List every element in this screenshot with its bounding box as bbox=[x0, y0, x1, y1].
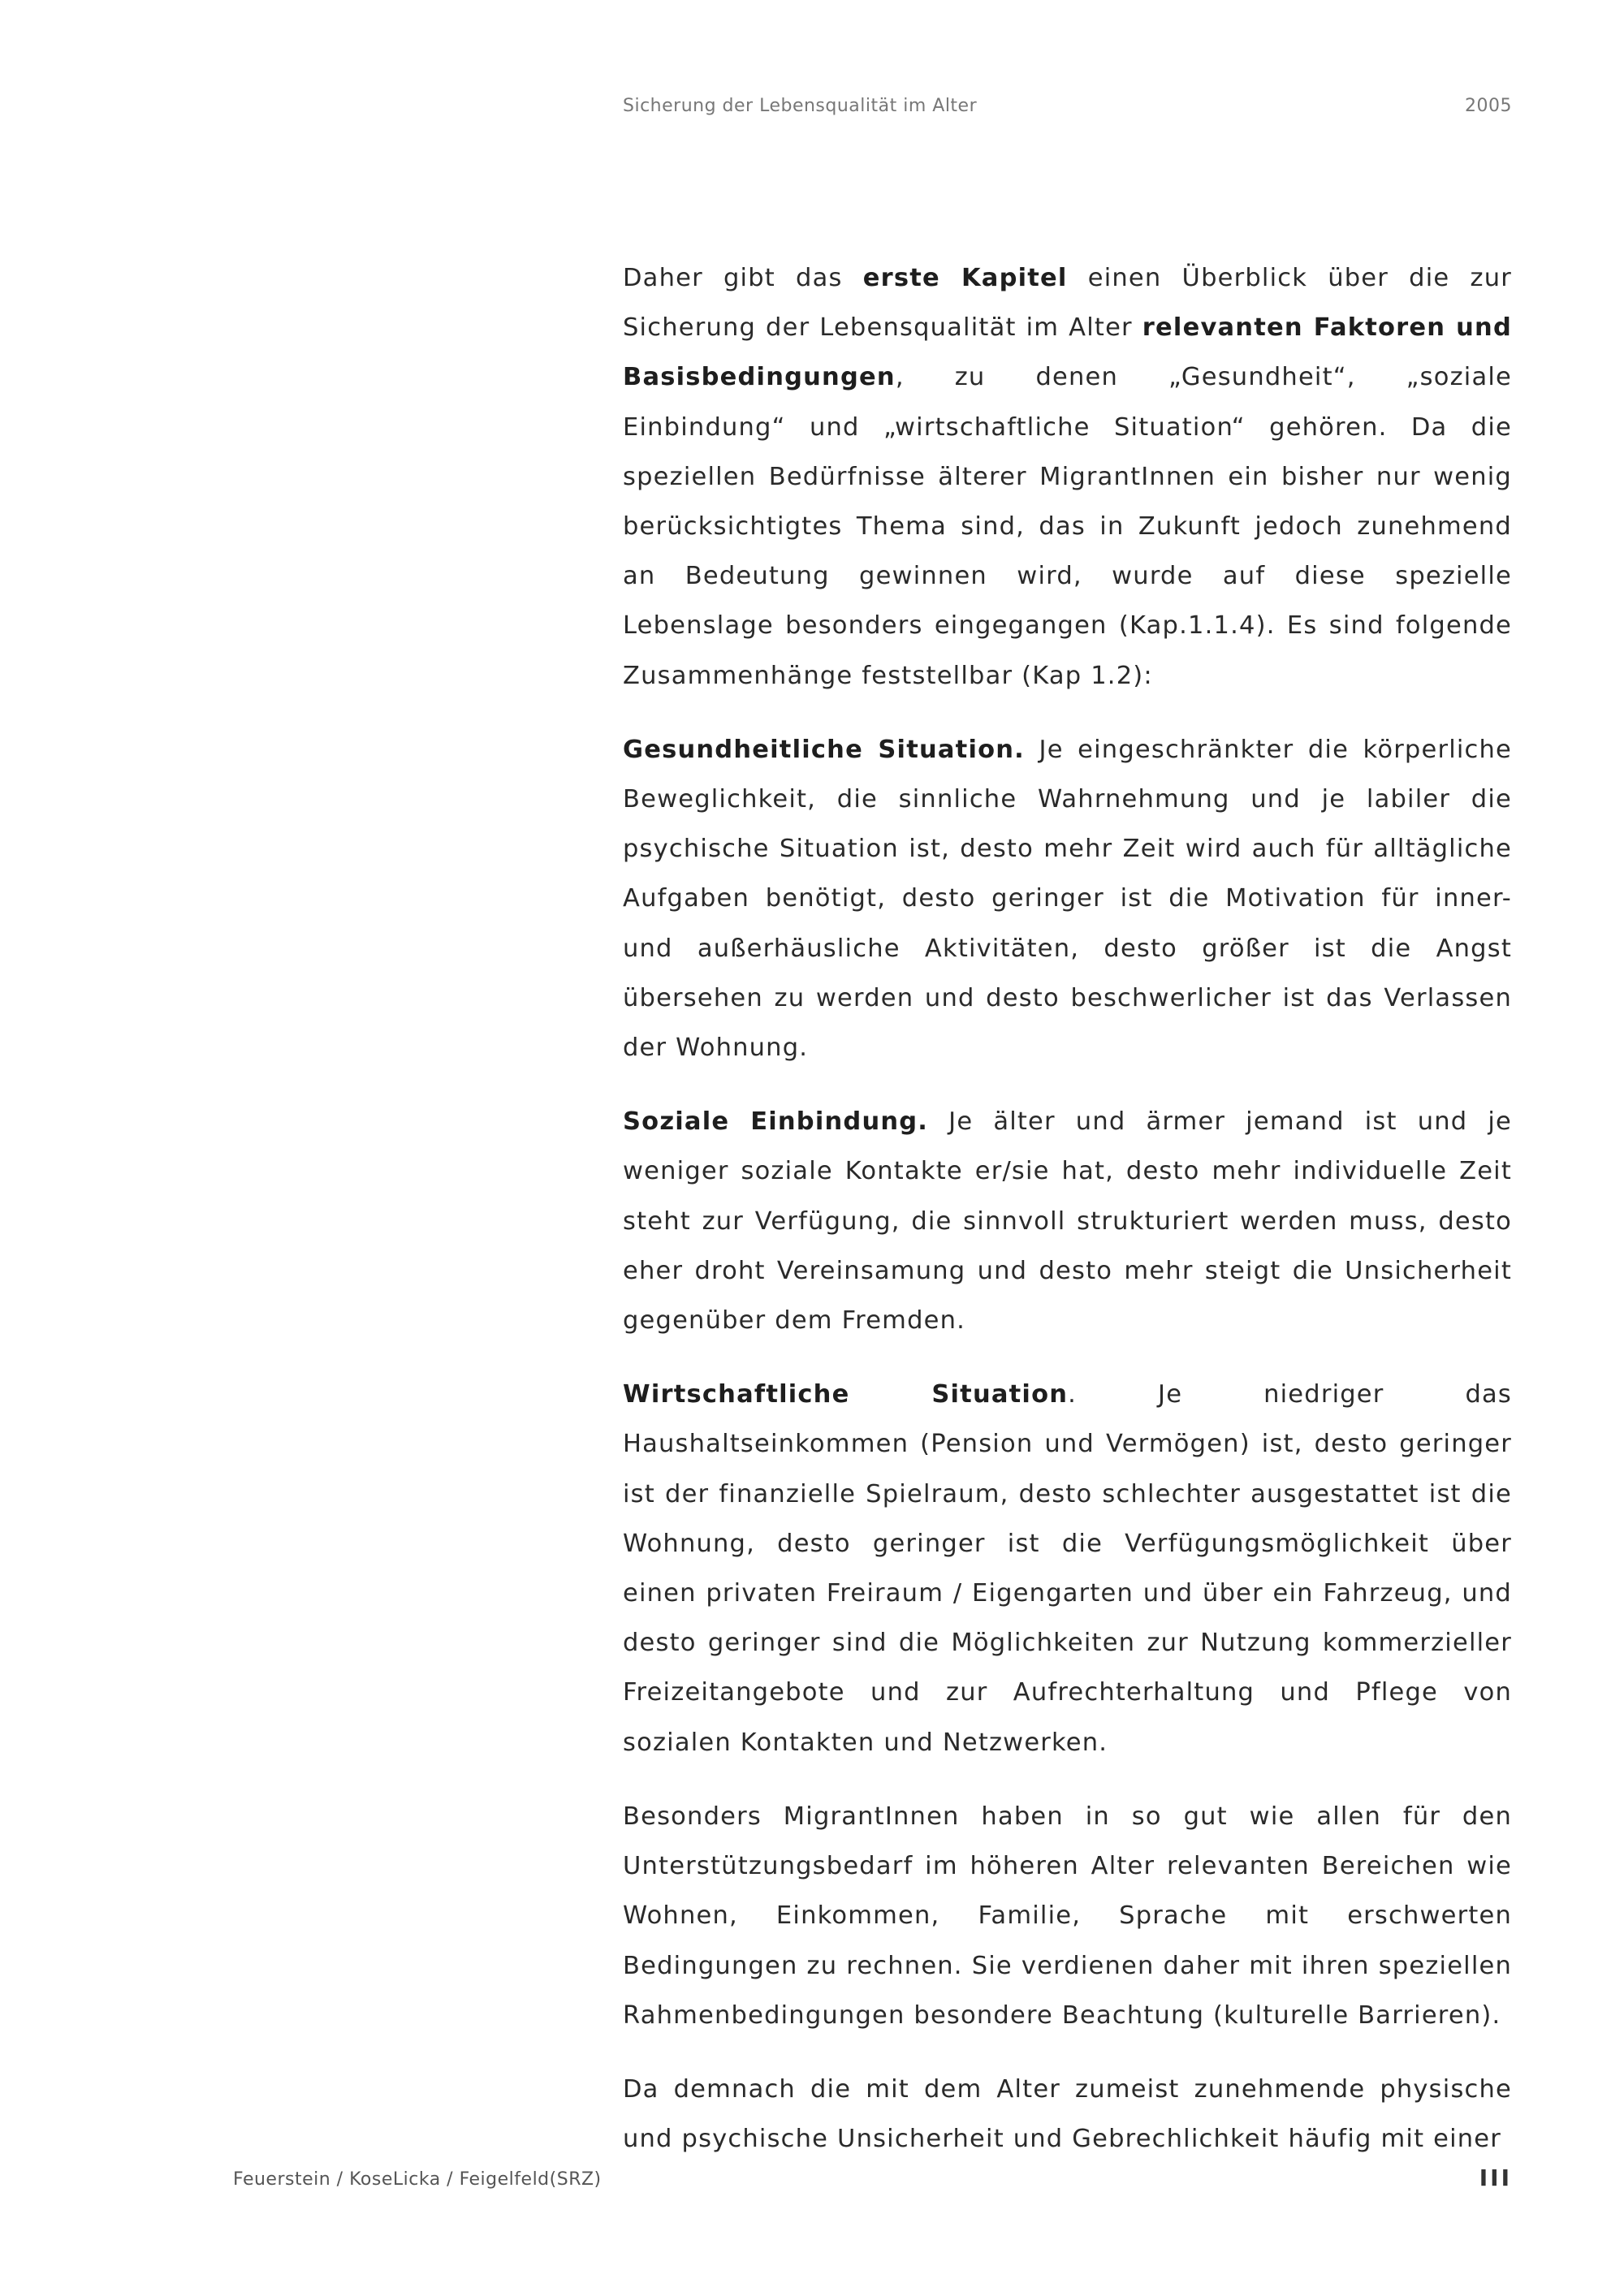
bold-term: erste Kapitel bbox=[862, 264, 1068, 292]
header-year: 2005 bbox=[1465, 96, 1512, 116]
paragraph-intro bbox=[623, 253, 1512, 701]
footer-authors: Feuerstein / KoseLicka / Feigelfeld(SRZ) bbox=[233, 2169, 602, 2190]
paragraph-health bbox=[623, 725, 1512, 1072]
text-segment: einen Überblick über die zur Sicherung der Lebensqualität im Alter bbox=[623, 264, 1512, 343]
bold-term: Wirtschaftliche Situation bbox=[623, 1380, 1069, 1409]
bold-term: relevanten Faktoren und Basisbedingungen bbox=[623, 313, 1512, 392]
header-title: Sicherung der Lebensqualität im Alter bbox=[623, 96, 978, 116]
bold-term: Soziale Einbindung. bbox=[623, 1107, 929, 1137]
paragraph-closing bbox=[623, 2065, 1512, 2164]
paragraph-migrants bbox=[623, 1792, 1512, 2040]
text-segment: Je eingeschränkter die körperliche Beweglichkeit, die sinnliche Wahrnehmung und je labiler die psychische Situation ist, desto mehr Zeit wird auch für alltägliche Aufgaben benötigt, desto geringer ist die Motivation für inner- und außerhäusliche Aktivitäten, desto größer ist die Angst übersehen zu werden und desto beschwerlicher ist das Verlassen der Wohnung. bbox=[623, 735, 1513, 1063]
text-segment: Da demnach die mit dem Alter zumeist zunehmende physische und psychische Unsicherheit und Gebrechlichkeit häufig mit einer bbox=[623, 2074, 1512, 2154]
running-footer bbox=[233, 2166, 1512, 2199]
paragraph-economic bbox=[623, 1370, 1512, 1767]
body-text bbox=[623, 253, 1512, 2188]
paragraph-social bbox=[623, 1097, 1512, 1345]
bold-term: Gesundheitliche Situation. bbox=[623, 735, 1025, 764]
page-number: III bbox=[1479, 2164, 1512, 2191]
text-segment: . Je niedriger das Haushaltseinkommen (Pension und Vermögen) ist, desto geringer ist der finanzielle Spielraum, desto schlechter ausgestattet ist die Wohnung, desto geringer ist die Verfügungsmöglichkeit über einen privaten Freiraum / Eigengarten und über ein Fahrzeug, und desto geringer sind die Möglichkeiten zur Nutzung kommerzieller Freizeitangebote und zur Aufrechterhaltung und Pflege von sozialen Kontakten und Netzwerken. bbox=[623, 1380, 1512, 1757]
text-segment: Je älter und ärmer jemand ist und je weniger soziale Kontakte er/sie hat, desto mehr individuelle Zeit steht zur Verfügung, die sinnvoll strukturiert werden muss, desto eher droht Vereinsamung und desto mehr steigt die Unsicherheit gegenüber dem Fremden. bbox=[623, 1107, 1512, 1336]
text-segment: Besonders MigrantInnen haben in so gut wie allen für den Unterstützungsbedarf im höheren Alter relevanten Bereichen wie Wohnen, Einkommen, Familie, Sprache mit erschwerten Bedingungen zu rechnen. Sie verdienen daher mit ihren speziellen Rahmenbedingungen besondere Beachtung (kulturelle Barrieren). bbox=[623, 1802, 1512, 2030]
text-segment: , zu denen „Gesundheit“, „soziale Einbindung“ und „wirtschaftliche Situation“ gehören. Da die speziellen Bedürfnisse älterer MigrantInnen ein bisher nur wenig berücksichtigtes Thema sind, das in Zukunft jedoch zunehmend an Bedeutung gewinnen wird, wurde auf diese spezielle Lebenslage besonders eingegangen (Kap.1.1.4). Es sind folgende Zusammenhänge feststellbar (Kap 1.2): bbox=[623, 363, 1512, 690]
text-segment: Daher gibt das bbox=[623, 264, 863, 292]
running-header bbox=[623, 96, 1512, 128]
